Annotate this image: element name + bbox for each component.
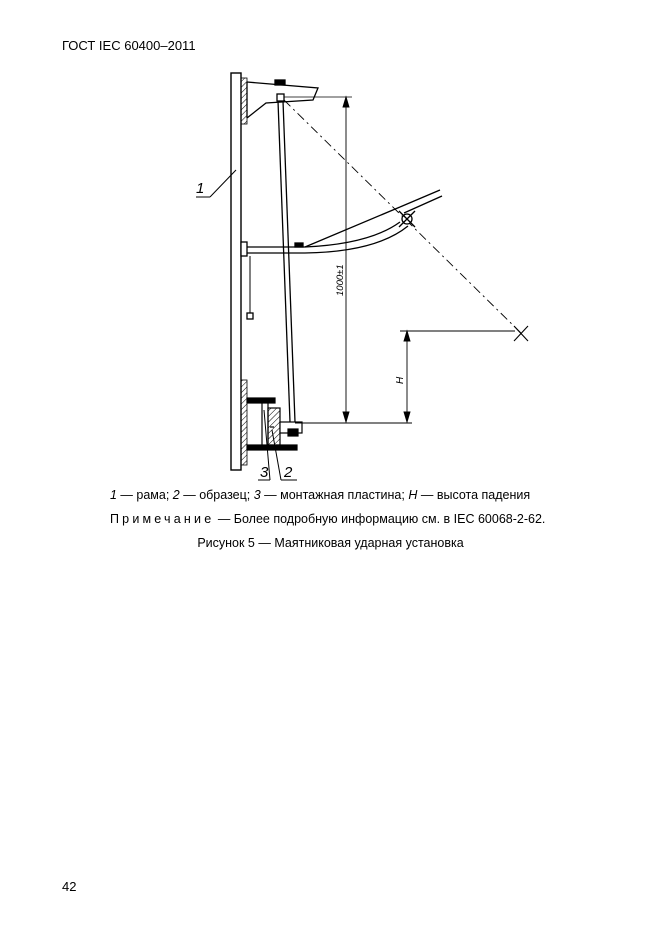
top-pivot-bracket [247,80,352,118]
callout-2: 2 [284,464,293,481]
raised-position-mark [514,326,528,341]
callout-1: 1 [196,180,205,197]
legend-text-2: — образец; [179,488,254,502]
legend-num-2: 2 [172,488,180,502]
release-mechanism [241,190,442,319]
pendulum-arm [278,101,295,422]
length-dimension [295,97,412,423]
figure-note [110,512,545,526]
page-number: 42 [62,879,77,894]
legend-text-3: — монтажная пластина; [260,488,409,502]
figure-legend [110,488,530,502]
length-dimension-label: 1000±1 [335,264,346,296]
legend-num-1: 1 [110,488,117,502]
drop-height-label: H [395,376,406,384]
frame-board [231,73,247,470]
document-header: ГОСТ IEC 60400–2011 [62,38,196,53]
legend-text-1: — рама; [116,488,173,502]
legend-text-h: — высота падения [417,488,531,502]
legend-num-3: 3 [253,488,261,502]
figure-caption: Рисунок 5 — Маятниковая ударная установка [197,536,464,550]
legend-num-h: H [408,488,418,502]
callout-3: 3 [260,464,269,481]
note-text: — Более подробную информацию см. в IEC 60068-2-62. [214,512,546,526]
note-prefix: Примечание [110,512,215,526]
drop-height-dimension [400,331,515,422]
